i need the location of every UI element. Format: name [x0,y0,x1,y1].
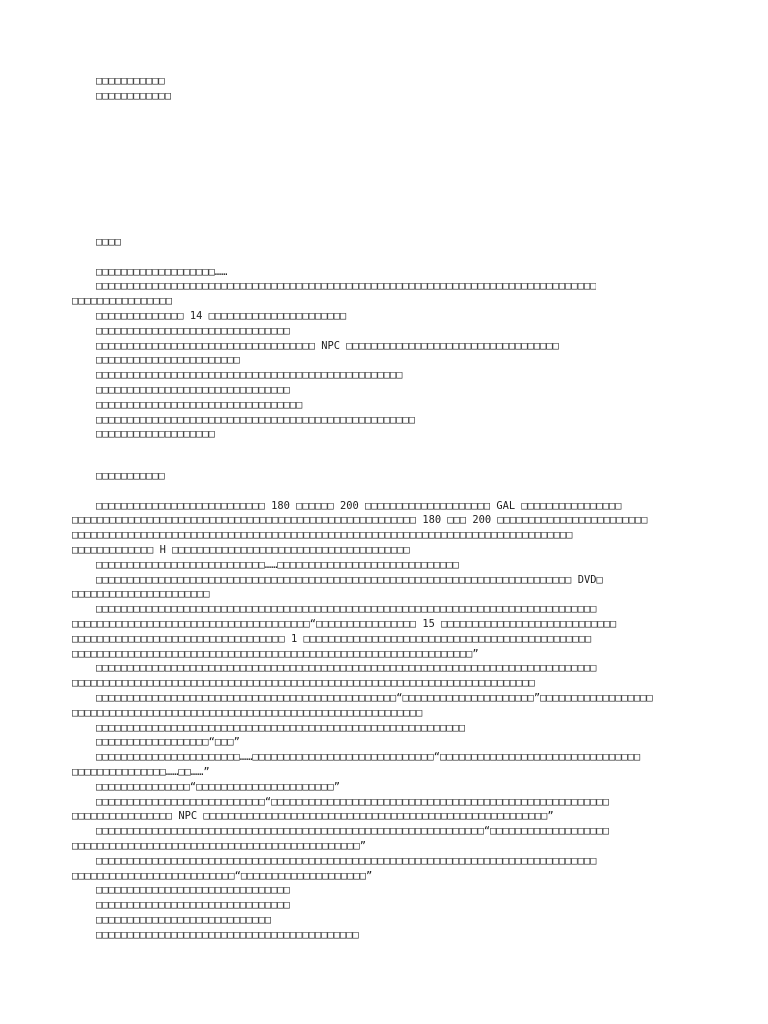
spacer [72,250,596,265]
paragraph-line: □□□□□□□□□□□□□□□□□□□□□□□□□□□□□□□□□□□□□□□□□□□□□□□□□□□□□□□□□□□□□□□□□□□□□□□□□□□□□□□□ [96,662,597,675]
paragraph-line: □□□□□□□□□□□□□□□□□□□□□□□□□□□□□□□□□□□□□□□□□□□□□□□□□□□□□□□□□□□□□□□□□□□□□□□□□□□□□□□□ [72,529,573,542]
paragraph-line: □□□□□□□□□□□□□□□□□□□□□□□□□□□□□□□ [96,383,290,396]
paragraph-line: □□□□□□□□□□□□□□□□□□□□□□□□□□□□□□□□□□□□□□□□□□□□□□□□□□□□□□□□□□□□□□□□□□□□□□□□□□ [72,677,535,690]
paragraph-line: □□□□□□□□□□□□□□□□□□□□□□□□□□□□□□□□□□□□□□□□□□□□□□□□□□□ [96,413,416,426]
paragraph-line: □□□□□□□□□□□□□□□□ [72,295,173,308]
paragraph-line: □□□□□□□□□□□□□□□□□□□□□□□□□□□□□□□□□□□□□□□□□□□□□□” [72,839,367,852]
paragraph-line: □□□□□□□□□□□□□□□□□□□□□□□□□□□□□□□□□□ 1 □□□□□□□□□□□□□□□□□□□□□□□□□□□□□□□□□□□□□□□□□□□□□□ [72,632,592,645]
section-heading: □□□□□□□□□□□ [96,470,165,482]
paragraph-line: □□□□□□□□□□□□□□□□□□□□□□□□□□□□□□□ [96,899,290,912]
paragraph-line: □□□□□□□□□□□□□□□□□□□□□□□□□□□□□□□□□□□□□□□□□□□□□□□□□□□□□□□□□□□□□□“□□□□□□□□□□□□□□□□□□□ [96,825,609,838]
header-line: □□□□□□□□□□□□ [96,89,172,102]
paragraph-line: □□□□□□□□□□□□□□□□□□□□□□□□□□□□□□□□□□□□□□□□□□□□□□□□□□□□□□□ 180 □□□ 200 □□□□□□□□□□□□□□□□□□□□□□□□ [72,514,648,527]
paragraph-line: □□□□□□□□□□□□□□□□□□□ [96,428,215,441]
section-one [72,235,596,442]
paragraph-line: □□□□□□□□□□□□□□□□□□□□□□□□□□□□□□□□□□□ NPC □□□□□□□□□□□□□□□□□□□□□□□□□□□□□□□□□□ [96,339,559,352]
paragraph-line: □□□□□□□□□□□□□□□□□□□□□□□□□□□□□□□□□□□□□□□□□□□□□□□□□□□□□□□□□□□□□□□□□□□□□□□□□□□□□□□□ [96,603,597,616]
paragraph-line: □□□□□□□□□□□□□□□□□□□□□□□□□□“□□□□□□□□□□□□□□□□□□□□” [72,869,373,882]
paragraph-line: □□□□□□□□□□□□□□□□□□□□□□□□□□□□□□□□□□□□□□□□□□□□□□□□□□□□□□□□□□□ [96,721,466,734]
paragraph-line: □□□□□□□□□□□□□□□□□□□□□□□ [96,354,240,367]
paragraph-line: □□□□□□□□□□□□□□□□□□□□□□□□□□□□□□□□□ [96,398,303,411]
paragraph-line: □□□□□□□□□□□□□□□□□□□□□□□……□□□□□□□□□□□□□□□□□□□□□□□□□□□□□“□□□□□□□□□□□□□□□□□□□□□□□□□□□□□□□□ [96,751,641,764]
section-two [72,469,653,943]
paragraph-line: □□□□□□□□□□□□□□□“□□□□□□□□□□□□□□□□□□□□□□” [96,780,340,793]
paragraph-line: □□□□□□□□□□□□□□□□□□□□□□□□□□□□□□□□□□□□□□□□□□□□□□□□□ [96,369,403,382]
paragraph-line: □□□□□□□□□□□□□□□□□□□□□□□□□□□□□□□□□□□□□□□□□□□□□□□□“□□□□□□□□□□□□□□□□□□□□□”□□□□□□□□□□□□□□□□□□ [96,691,653,704]
spacer [72,484,653,499]
paragraph-line: □□□□□□□□□□□□□□□□□□□□□□□□□□□□ [96,913,272,926]
paragraph-line: □□□□□□□□□□□□□□□□□□□□□□□□□□□“□□□□□□□□□□□□□□□□□□□□□□□□□□□□□□□□□□□□□□□□□□□□□□□□□□□□□□ [96,795,609,808]
paragraph-line: □□□□□□□□□□□□□□□□□□□□□□□□□□□□□□□ [96,884,290,897]
paragraph-line: □□□□□□□□□□□□□□□□□□“□□□” [96,736,240,749]
paragraph-line: □□□□□□□□□□□□□□□□□□□□□□□□□□□□□□□□□□□□□□“□□□□□□□□□□□□□□□□ 15 □□□□□□□□□□□□□□□□□□□□□□□□□□□□ [72,617,617,630]
paragraph-line: □□□□□□□□□□□□□□ 14 □□□□□□□□□□□□□□□□□□□□□□ [96,309,347,322]
paragraph-line: □□□□□□□□□□□□□□□□ NPC □□□□□□□□□□□□□□□□□□□□□□□□□□□□□□□□□□□□□□□□□□□□□□□□□□□□□□□” [72,810,554,823]
header-line: □□□□□□□□□□□ [96,75,165,87]
paragraph-line: □□□□□□□□□□□□□□□□□□□□□□□□□□□□□□□□□□□□□□□□□□□□□□□□□□□□□□□□ [72,706,423,719]
paragraph-line: □□□□□□□□□□□□□□□……□□……” [72,765,210,778]
document-header [72,74,171,104]
paragraph-line: □□□□□□□□□□□□□□□□□□□□□□□□□□□□□□□□□□□□□□□□□□□□□□□□□□□□□□□□□□□□□□□□” [72,647,479,660]
section-heading: □□□□ [96,236,122,248]
paragraph-line: □□□□□□□□□□□□□□□□□□□□□□□□□□□□□□□□□□□□□□□□□□□□□□□□□□□□□□□□□□□□□□□□□□□□□□□□□□□□□□□□ [96,854,597,867]
paragraph-line: □□□□□□□□□□□□□□□□□□□□□□ [72,588,210,601]
paragraph-line: □□□□□□□□□□□□□□□□□□□□□□□□□□□……□□□□□□□□□□□□□□□□□□□□□□□□□□□□□ [96,558,459,571]
paragraph-line: □□□□□□□□□□□□□□□□□□□□□□□□□□□ 180 □□□□□□ 200 □□□□□□□□□□□□□□□□□□□□ GAL □□□□□□□□□□□□□□□□ [96,499,622,512]
paragraph-line: □□□□□□□□□□□□□□□□□□□□□□□□□□□□□□□□□□□□□□□□□□□□□□□□□□□□□□□□□□□□□□□□□□□□□□□□□□□□ DVD□ [96,573,603,586]
paragraph-line: □□□□□□□□□□□□□□□□□□□…… [96,265,228,278]
paragraph-line: □□□□□□□□□□□□□□□□□□□□□□□□□□□□□□□□□□□□□□□□□□ [96,928,359,941]
paragraph-line: □□□□□□□□□□□□□□□□□□□□□□□□□□□□□□□ [96,324,290,337]
paragraph-line: □□□□□□□□□□□□□ H □□□□□□□□□□□□□□□□□□□□□□□□□□□□□□□□□□□□□□ [72,543,410,556]
paragraph-line: □□□□□□□□□□□□□□□□□□□□□□□□□□□□□□□□□□□□□□□□□□□□□□□□□□□□□□□□□□□□□□□□□□□□□□□□□□□□□□□□ [96,280,597,293]
